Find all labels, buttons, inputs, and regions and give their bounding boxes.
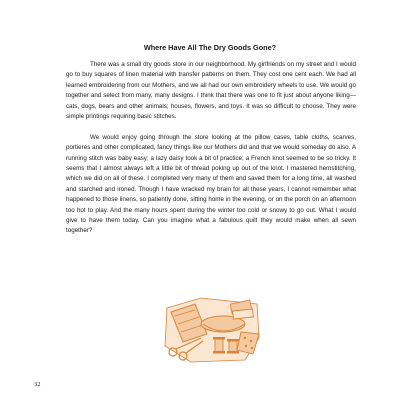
paragraph-1: There was a small dry goods store in our neighborhood. My girlfriends on my street and I would go to buy squares of linen material with transfer patterns on them. They cost one cent each. We had all learned embroidering from our Mothers, and we all had our own embroidery wheels to use. We would go together and select from many, many designs. I think that there was one to fit just about anyone liking—cats, dogs, bears and other animals; houses, flowers, and toys. It was so difficult to choose. They were simple printings requiring basic stitches. [66, 61, 356, 121]
body-text [66, 60, 356, 247]
page-title: Where Have All The Dry Goods Gone? [143, 43, 277, 52]
page-number: 32 [34, 381, 41, 388]
sewing-notions-icon [161, 294, 263, 364]
paragraph-2: We would enjoy going through the store looking at the pillow cases, table cloths, scarves, portieres and other complicated, fancy things like our Mothers did and that we would someday do also. A running stitch was baby easy; a lazy daisy took a bit of practice; a French knot seemed to be so tricky. It seems that I almost always left a little bit of thread poking up out of the knot. I mastered hemstitching, which we did on all of these. I completed very many of them and saved them for a long time, all washed and starched and ironed. Though I have wracked my brain for all these years, I cannot remember what happened to those linens, so patiently done, sitting home in the evening, or on the porch on an afternoon too hot to play. And the many hours spent during the winter too cold or snowy to go out. What I would give to have them today. Can you imagine what a fabulous quilt they would make when all sewn together? [66, 133, 356, 235]
